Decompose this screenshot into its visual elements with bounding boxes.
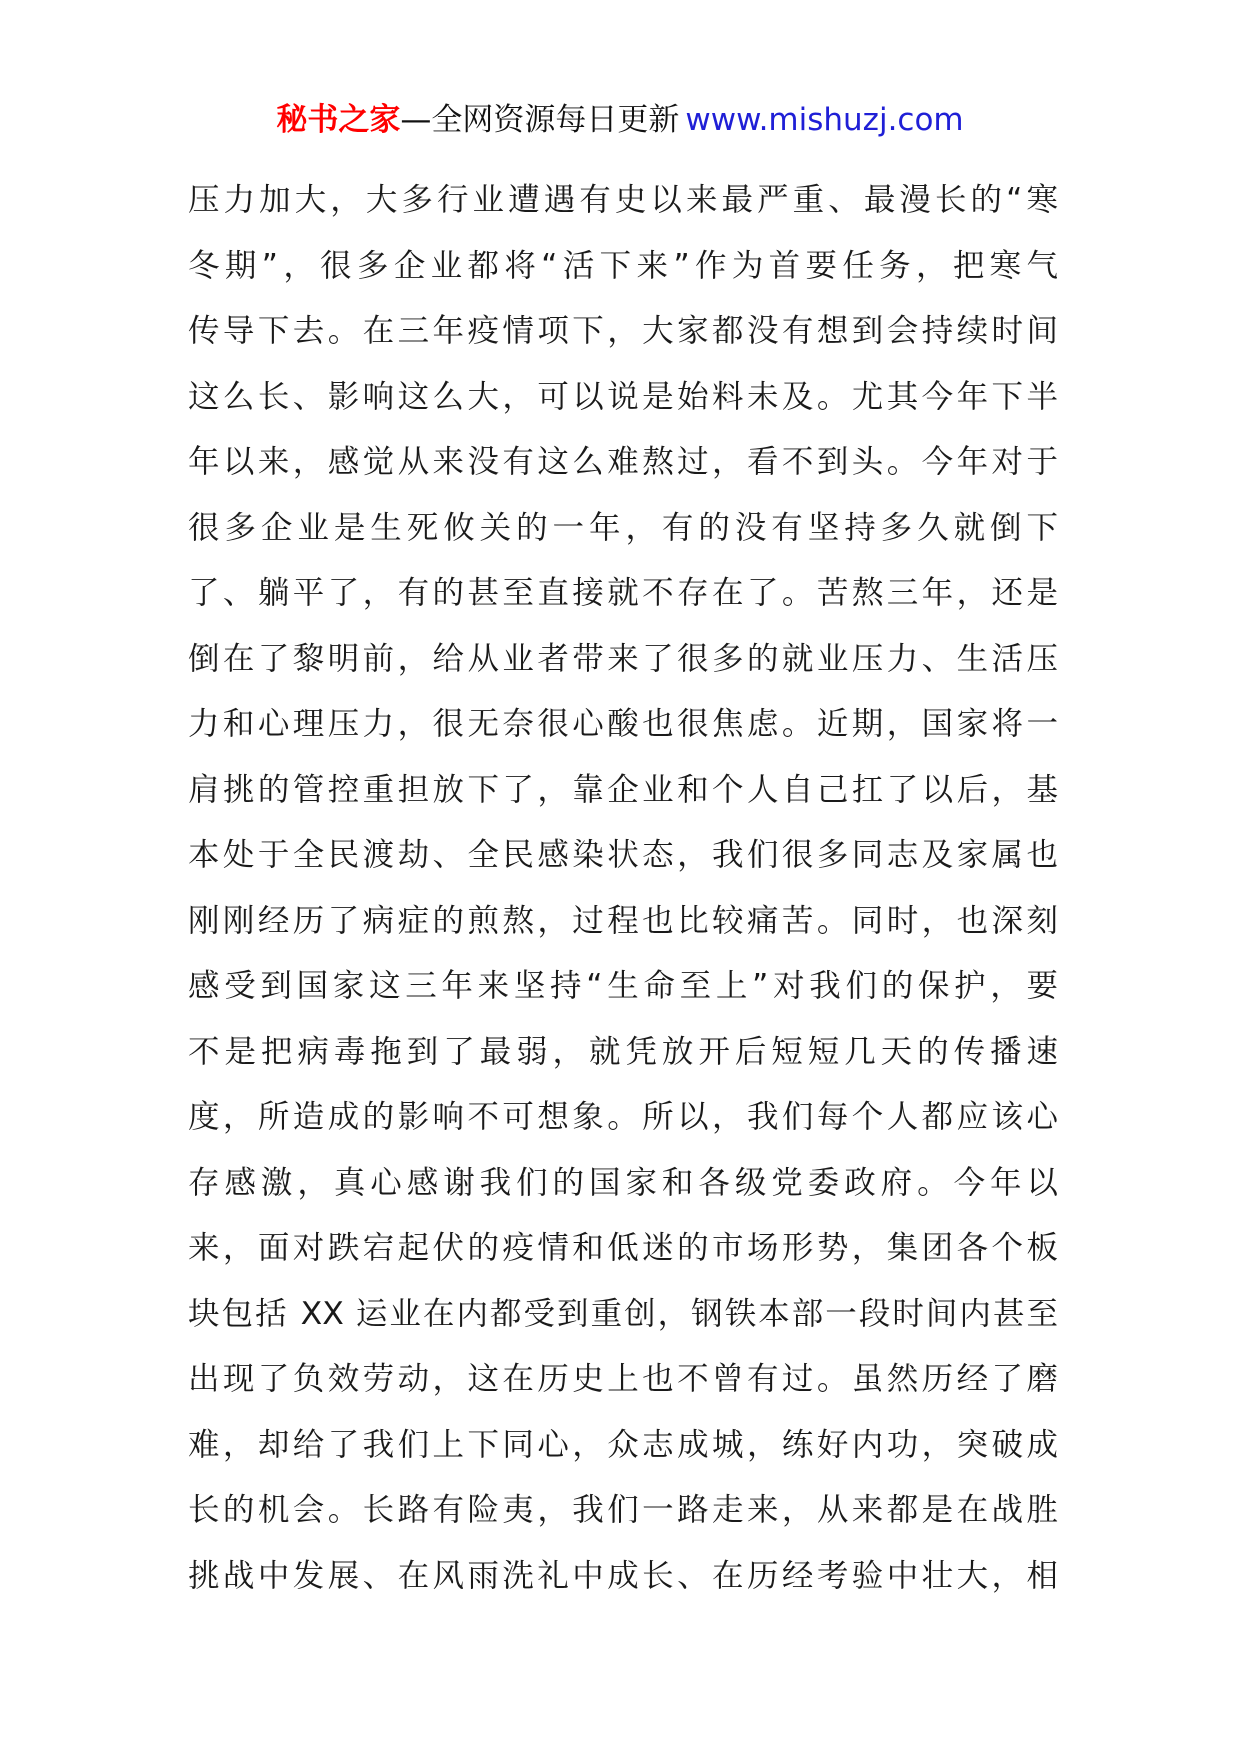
text-line: 年以来，感觉从来没有这么难熬过，看不到头。今年对于	[188, 444, 1058, 480]
text-line: 肩挑的管控重担放下了，靠企业和个人自己扛了以后，基	[188, 771, 1058, 808]
site-url-link[interactable]: www.mishuzj.com	[685, 102, 964, 138]
page-header	[0, 100, 1240, 140]
header-slogan: —全网资源每日更新	[400, 102, 680, 138]
text-line: 感受到国家这三年来坚持“生命至上”对我们的保护，要	[188, 968, 1058, 1004]
text-line: 很多企业是生死攸关的一年，有的没有坚持多久就倒下	[188, 509, 1058, 546]
text-line: 来，面对跌宕起伏的疫情和低迷的市场形势，集团各个板	[188, 1230, 1058, 1266]
text-line: 压力加大，大多行业遭遇有史以来最严重、最漫长的“寒	[188, 182, 1058, 218]
brand-name: 秘书之家	[276, 102, 401, 138]
text-line: 长的机会。长路有险夷，我们一路走来，从来都是在战胜	[188, 1492, 1058, 1528]
text-line: 存感激，真心感谢我们的国家和各级党委政府。今年以	[188, 1164, 1058, 1201]
text-line: 这么长、影响这么大，可以说是始料未及。尤其今年下半	[188, 378, 1058, 415]
text-line: 不是把病毒拖到了最弱，就凭放开后短短几天的传播速	[188, 1033, 1058, 1070]
text-line: 倒在了黎明前，给从业者带来了很多的就业压力、生活压	[188, 640, 1058, 677]
body-paragraph	[188, 168, 1058, 1609]
text-line: 难，却给了我们上下同心，众志成城，练好内功，突破成	[188, 1426, 1058, 1463]
text-line: 力和心理压力，很无奈很心酸也很焦虑。近期，国家将一	[188, 706, 1058, 742]
text-line: 块包括 XX 运业在内都受到重创，钢铁本部一段时间内甚至	[188, 1295, 1058, 1332]
text-line: 冬期”，很多企业都将“活下来”作为首要任务，把寒气	[188, 247, 1058, 284]
text-line: 刚刚经历了病症的煎熬，过程也比较痛苦。同时，也深刻	[188, 902, 1058, 939]
text-line: 了、躺平了，有的甚至直接就不存在了。苦熬三年，还是	[188, 575, 1058, 611]
text-line: 挑战中发展、在风雨洗礼中成长、在历经考验中壮大，相	[188, 1557, 1058, 1594]
text-line: 出现了负效劳动，这在历史上也不曾有过。虽然历经了磨	[188, 1361, 1058, 1397]
text-line: 度，所造成的影响不可想象。所以，我们每个人都应该心	[188, 1099, 1058, 1135]
text-line: 传导下去。在三年疫情项下，大家都没有想到会持续时间	[188, 313, 1058, 349]
text-line: 本处于全民渡劫、全民感染状态，我们很多同志及家属也	[188, 837, 1058, 873]
